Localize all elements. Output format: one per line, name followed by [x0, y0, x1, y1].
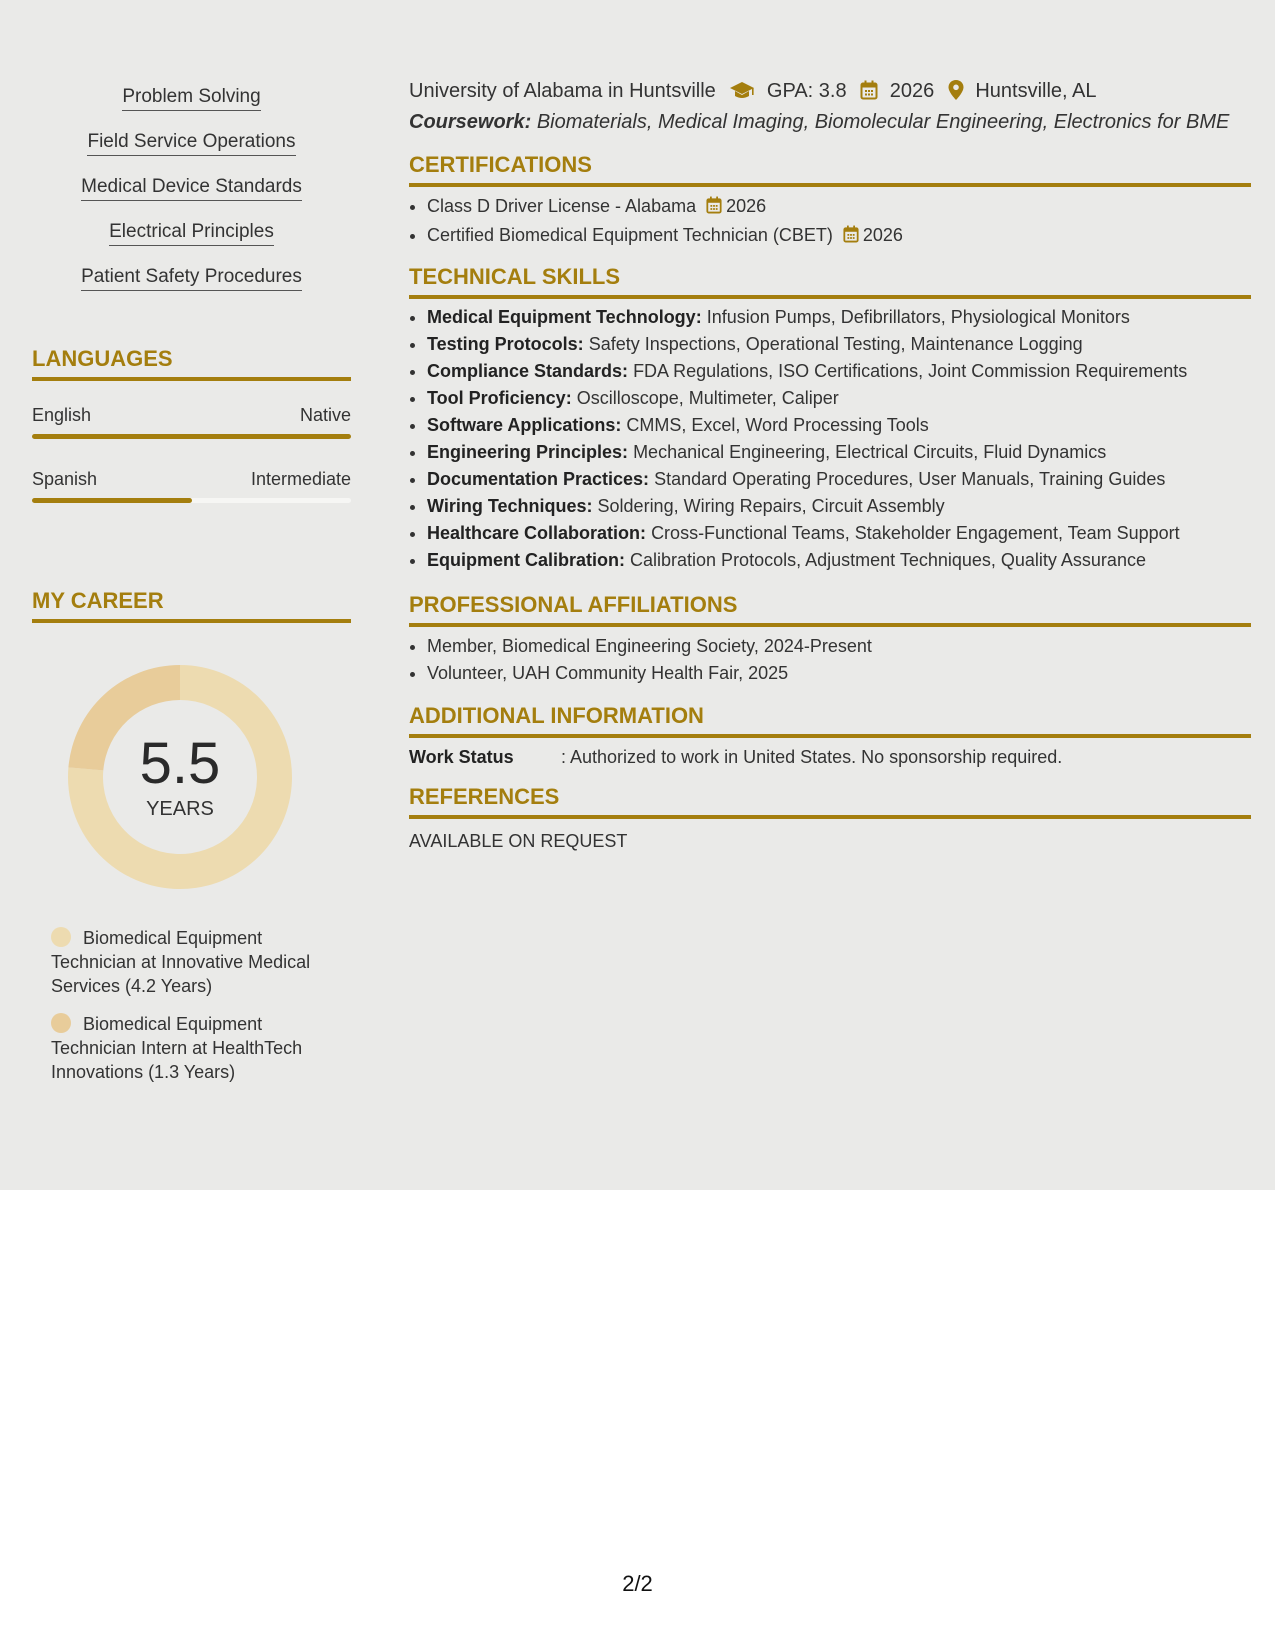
certification-name: Certified Biomedical Equipment Technician (CBET) [427, 225, 833, 245]
skill-values: Oscilloscope, Multimeter, Caliper [576, 388, 839, 408]
skill-category: Software Applications: [427, 415, 622, 435]
calendar-icon [706, 195, 722, 222]
references-title: REFERENCES [409, 784, 1251, 819]
skill-tag: Field Service Operations [87, 131, 295, 156]
career-years-unit: YEARS [146, 798, 214, 820]
work-status-row [409, 747, 1251, 768]
skill-category: Equipment Calibration: [427, 550, 625, 570]
skill-category: Tool Proficiency: [427, 388, 572, 408]
technical-skill-item [427, 385, 1251, 412]
language-item [32, 405, 351, 439]
career-legend-item [51, 1012, 341, 1084]
skill-category: Engineering Principles: [427, 442, 629, 462]
language-item [32, 469, 351, 503]
additional-information-section [409, 703, 1251, 768]
legend-dot [51, 927, 71, 947]
language-name: English [32, 405, 92, 425]
certification-item [427, 193, 1251, 222]
skill-values: Infusion Pumps, Defibrillators, Physiological Monitors [706, 307, 1130, 327]
language-proficiency-bar [32, 434, 351, 439]
calendar-icon [843, 224, 859, 251]
language-proficiency-bar [32, 498, 351, 503]
skill-category: Compliance Standards: [427, 361, 629, 381]
certification-year: 2026 [862, 225, 903, 245]
graduation-year: 2026 [889, 80, 935, 102]
technical-skill-item [427, 331, 1251, 358]
school-location: Huntsville, AL [975, 80, 1097, 102]
language-level: Native [299, 405, 351, 425]
references-text: AVAILABLE ON REQUEST [409, 831, 628, 851]
affiliation-item: • Member, Biomedical Engineering Society, 2024-Present [427, 633, 1251, 660]
gpa: GPA: 3.8 [766, 80, 847, 102]
technical-skill-item [427, 547, 1251, 574]
languages-title: LANGUAGES [32, 346, 351, 381]
certifications-section [409, 152, 1251, 251]
career-legend-item [51, 926, 341, 998]
school-name: University of Alabama in Huntsville [409, 80, 716, 102]
career-legend-label: Biomedical Equipment Technician Intern at HealthTech Innovations (1.3 Years) [51, 1014, 303, 1082]
certifications-list [409, 193, 1251, 251]
certification-year: 2026 [726, 196, 767, 216]
technical-skill-item [427, 466, 1251, 493]
technical-skills-title: TECHNICAL SKILLS [409, 264, 1251, 299]
career-total-years: 5.5 [139, 731, 221, 796]
certification-item [427, 222, 1251, 251]
career-legend [51, 926, 341, 1098]
page-number: 2/2 [622, 1571, 653, 1596]
technical-skills-section [409, 264, 1251, 574]
language-level: Intermediate [250, 469, 351, 489]
additional-information-title: ADDITIONAL INFORMATION [409, 703, 1251, 738]
calendar-icon [860, 80, 878, 106]
certifications-title: CERTIFICATIONS [409, 152, 1251, 187]
affiliation-item: • Volunteer, UAH Community Health Fair, 2025 [427, 660, 1251, 687]
skill-category: Documentation Practices: [427, 469, 650, 489]
technical-skill-item [427, 520, 1251, 547]
technical-skill-item [427, 412, 1251, 439]
skill-tag: Patient Safety Procedures [81, 266, 302, 291]
skill-values: Cross-Functional Teams, Stakeholder Engagement, Team Support [651, 523, 1180, 543]
work-status-label: Work Status [409, 747, 514, 767]
affiliations-title: PROFESSIONAL AFFILIATIONS [409, 592, 1251, 627]
skill-values: Safety Inspections, Operational Testing, Maintenance Logging [588, 334, 1083, 354]
skill-values: Mechanical Engineering, Electrical Circuits, Fluid Dynamics [633, 442, 1107, 462]
technical-skill-item [427, 493, 1251, 520]
work-status-value: : Authorized to work in United States. No sponsorship required. [561, 747, 1063, 767]
affiliations-list [409, 633, 1251, 687]
skill-values: FDA Regulations, ISO Certifications, Joint Commission Requirements [633, 361, 1188, 381]
coursework-line [409, 111, 1229, 134]
languages-section [32, 346, 351, 503]
skill-category: Healthcare Collaboration: [427, 523, 647, 543]
technical-skill-item [427, 358, 1251, 385]
graduation-cap-icon [729, 80, 755, 106]
education-line [409, 80, 1097, 106]
skill-tag: Electrical Principles [109, 221, 274, 246]
skill-tag: Problem Solving [122, 86, 260, 111]
coursework-value: Biomaterials, Medical Imaging, Biomolecular Engineering, Electronics for BME [536, 111, 1230, 133]
skill-values: Soldering, Wiring Repairs, Circuit Assembly [597, 496, 945, 516]
technical-skill-item [427, 439, 1251, 466]
skill-category: Wiring Techniques: [427, 496, 593, 516]
skills-list [32, 86, 351, 311]
career-section [32, 588, 351, 1082]
skill-values: Standard Operating Procedures, User Manuals, Training Guides [654, 469, 1166, 489]
career-donut-chart [67, 664, 293, 890]
technical-skills-list [409, 304, 1251, 574]
affiliations-section [409, 592, 1251, 687]
career-legend-label: Biomedical Equipment Technician at Innovative Medical Services (4.2 Years) [51, 928, 311, 996]
skill-values: CMMS, Excel, Word Processing Tools [626, 415, 929, 435]
legend-dot [51, 1013, 71, 1033]
language-proficiency-fill [32, 498, 192, 503]
skill-tag: Medical Device Standards [81, 176, 302, 201]
technical-skill-item [427, 304, 1251, 331]
skill-values: Calibration Protocols, Adjustment Techniques, Quality Assurance [630, 550, 1146, 570]
career-title: MY CAREER [32, 588, 351, 623]
coursework-label: Coursework: [409, 111, 532, 133]
skill-category: Medical Equipment Technology: [427, 307, 702, 327]
certification-name: Class D Driver License - Alabama [427, 196, 697, 216]
language-name: Spanish [32, 469, 98, 489]
location-pin-icon [948, 80, 964, 106]
skill-category: Testing Protocols: [427, 334, 584, 354]
references-section [409, 784, 1251, 852]
language-proficiency-fill [32, 434, 351, 439]
